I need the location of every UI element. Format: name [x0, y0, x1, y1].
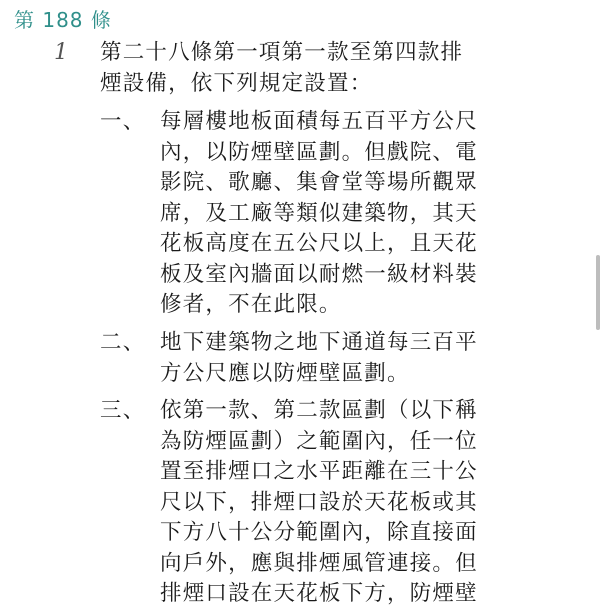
article-title: 第 188 條 — [14, 8, 112, 32]
item-marker: 二、 — [100, 330, 146, 355]
scrollbar-thumb[interactable] — [596, 255, 600, 330]
item-text: 依第一款、第二款區劃（以下稱 為防煙區劃）之範圍內，任一位 置至排煙口之水平距離在三十公 尺以下，排煙口設於天花板或其 下方八十公分範圍內，除直接面 向戶外，應與排煙風管連接。但 排煙口設在天花板下方，防煙壁 — [160, 398, 478, 606]
paragraph-text: 第二十八條第一項第一款至第四款排 煙設備，依下列規定設置： — [100, 40, 464, 96]
item-text: 地下建築物之地下通道每三百平 方公尺應以防煙壁區劃。 — [160, 330, 478, 386]
scrollbar[interactable] — [594, 0, 600, 600]
item-marker: 三、 — [100, 398, 146, 423]
item-text: 每層樓地板面積每五百平方公尺 內，以防煙壁區劃。但戲院、電 影院、歌廳、集會堂等場所觀眾 席，及工廠等類似建築物，其天 花板高度在五公尺以上，且天花 板及室內牆面以耐燃一級材料裝 修者，不在此限。 — [160, 109, 478, 317]
item-marker: 一、 — [100, 109, 146, 134]
paragraph-number: 1 — [54, 40, 68, 65]
